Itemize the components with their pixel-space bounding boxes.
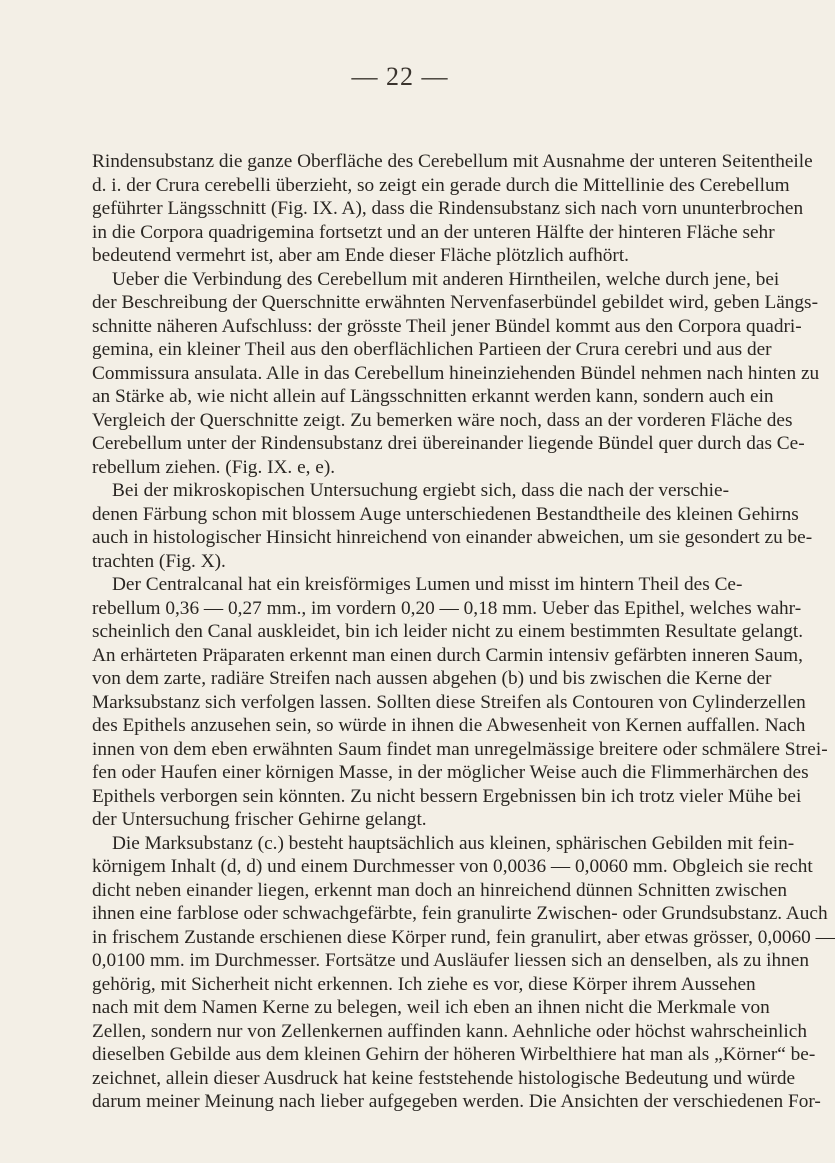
paragraph xyxy=(92,150,813,268)
paragraph xyxy=(92,832,835,1114)
text-line: der Untersuchung frischer Gehirne gelangt. xyxy=(92,809,427,830)
text-line: dicht neben einander liegen, erkennt man doch an hinreichend dünnen Schnitten zwischen xyxy=(92,879,787,901)
paragraph xyxy=(92,268,820,480)
text-line: schnitte näheren Aufschluss: der grösste Theil jener Bündel kommt aus den Corpora quadri- xyxy=(92,315,802,337)
text-line: von dem zarte, radiäre Streifen nach aussen abgehen (b) und bis zwischen die Kerne der xyxy=(92,668,772,689)
text-line: Zellen, sondern nur von Zellenkernen auffinden kann. Aehnliche oder höchst wahrscheinlich xyxy=(92,1020,807,1042)
body-text xyxy=(92,150,835,1114)
text-line: zeichnet, allein dieser Ausdruck hat keine feststehende histologische Bedeutung und würde xyxy=(92,1067,796,1089)
text-line: in frischem Zustande erschienen diese Körper rund, fein granulirt, aber etwas grösser, 0,0060 — xyxy=(92,926,835,948)
text-line: Bei der mikroskopischen Untersuchung ergiebt sich, dass die nach der verschie- xyxy=(112,480,729,501)
text-line: 0,0100 mm. im Durchmesser. Fortsätze und Ausläufer liessen sich an denselben, als zu ihnen xyxy=(92,950,810,971)
text-line: Rindensubstanz die ganze Oberfläche des Cerebellum mit Ausnahme der unteren Seitentheile xyxy=(92,151,813,172)
text-line: d. i. der Crura cerebelli überzieht, so zeigt ein gerade durch die Mittellinie des Cerebellum xyxy=(92,174,790,196)
text-line: körnigem Inhalt (d, d) und einem Durchmesser von 0,0036 — 0,0060 mm. Obgleich sie recht xyxy=(92,856,813,877)
text-line: rebellum 0,36 — 0,27 mm., im vordern 0,20 — 0,18 mm. Ueber das Epithel, welches wahr- xyxy=(92,597,802,619)
text-line: nach mit dem Namen Kerne zu belegen, weil ich eben an ihnen nicht die Merkmale von xyxy=(92,997,770,1018)
text-line: geführter Längsschnitt (Fig. IX. A), dass die Rindensubstanz sich nach vorn ununterbrochen xyxy=(92,198,804,219)
text-line: denen Färbung schon mit blossem Auge unterschiedenen Bestandtheile des kleinen Gehirns xyxy=(92,503,799,525)
text-line: gemina, ein kleiner Theil aus den oberflächlichen Partieen der Crura cerebri und aus der xyxy=(92,339,772,360)
text-line: innen von dem eben erwähnten Saum findet man unregelmässige breitere oder schmälere Strei- xyxy=(92,738,828,760)
text-line: scheinlich den Canal auskleidet, bin ich leider nicht zu einem bestimmten Resultate gelangt. xyxy=(92,621,804,642)
text-line: Vergleich der Querschnitte zeigt. Zu bemerken wäre noch, dass an der vorderen Fläche des xyxy=(92,409,793,431)
text-line: An erhärteten Präparaten erkennt man einen durch Carmin intensiv gefärbten inneren Saum, xyxy=(92,644,803,666)
text-line: auch in histologischer Hinsicht hinreichend von einander abweichen, um sie gesondert zu be- xyxy=(92,527,813,548)
text-line: in die Corpora quadrigemina fortsetzt und an der unteren Hälfte der hinteren Fläche sehr xyxy=(92,221,775,243)
paragraph xyxy=(92,573,828,832)
text-line: darum meiner Meinung nach lieber aufgegeben werden. Die Ansichten der verschiedenen For- xyxy=(92,1091,821,1112)
text-line: bedeutend vermehrt ist, aber am Ende dieser Fläche plötzlich aufhört. xyxy=(92,245,629,266)
page-number: — 22 — xyxy=(351,62,449,91)
text-line: Die Marksubstanz (c.) besteht hauptsächlich aus kleinen, sphärischen Gebilden mit fein- xyxy=(112,832,795,854)
text-line: trachten (Fig. X). xyxy=(92,550,226,572)
text-line: fen oder Haufen einer körnigen Masse, in der möglicher Weise auch die Flimmerhärchen des xyxy=(92,762,809,783)
text-line: gehörig, mit Sicherheit nicht erkennen. Ich ziehe es vor, diese Körper ihrem Aussehen xyxy=(92,973,756,995)
text-line: Epithels verborgen sein könnten. Zu nicht bessern Ergebnissen bin ich trotz vieler Mühe bei xyxy=(92,785,802,807)
text-line: Ueber die Verbindung des Cerebellum mit anderen Hirntheilen, welche durch jene, bei xyxy=(112,268,780,290)
text-line: Cerebellum unter der Rindensubstanz drei übereinander liegende Bündel quer durch das Ce- xyxy=(92,433,805,454)
text-line: an Stärke ab, wie nicht allein auf Längsschnitten erkannt werden kann, sondern auch ein xyxy=(92,386,774,407)
text-line: des Epithels anzusehen sein, so würde in ihnen die Abwesenheit von Kernen auffallen. Nach xyxy=(92,715,806,736)
text-line: Der Centralcanal hat ein kreisförmiges Lumen und misst im hintern Theil des Ce- xyxy=(112,574,743,595)
text-line: ihnen eine farblose oder schwachgefärbte, fein granulirte Zwischen- oder Grundsubstanz. Auch xyxy=(92,903,828,924)
text-line: rebellum ziehen. (Fig. IX. e, e). xyxy=(92,456,336,478)
paragraph xyxy=(92,479,813,573)
text-line: Commissura ansulata. Alle in das Cerebellum hineinziehenden Bündel nehmen nach hinten zu xyxy=(92,362,820,384)
text-line: dieselben Gebilde aus dem kleinen Gehirn der höheren Wirbelthiere hat man als „Körner“ be- xyxy=(92,1044,816,1065)
text-line: der Beschreibung der Querschnitte erwähnten Nervenfaserbündel gebildet wird, geben Längs- xyxy=(92,292,818,313)
text-line: Marksubstanz sich verfolgen lassen. Sollten diese Streifen als Contouren von Cylinderzellen xyxy=(92,691,806,713)
